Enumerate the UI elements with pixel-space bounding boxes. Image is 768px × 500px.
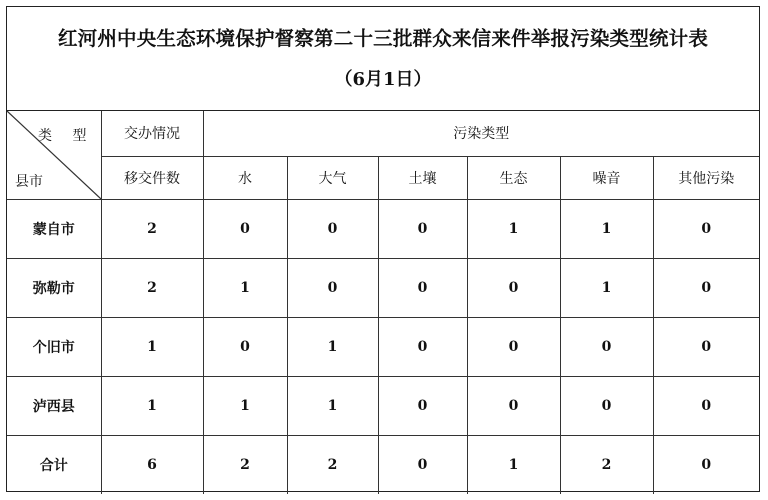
value-cell: 0 bbox=[287, 258, 378, 317]
header-other: 其他污染 bbox=[653, 156, 759, 199]
title-block bbox=[7, 7, 759, 111]
document-title: 红河州中央生态环境保护督察第二十三批群众来信来件举报污染类型统计表 bbox=[57, 27, 709, 50]
value-cell: 0 bbox=[653, 376, 759, 435]
value-cell: 0 bbox=[203, 199, 287, 258]
value-cell: 0 bbox=[653, 258, 759, 317]
document-date: （6月1日） bbox=[334, 69, 432, 90]
county-cell: 弥勒市 bbox=[7, 258, 101, 317]
corner-county-label: 县市 bbox=[15, 173, 43, 190]
handover-cell: 1 bbox=[101, 317, 203, 376]
table-row bbox=[7, 376, 759, 435]
statistics-sheet bbox=[6, 6, 760, 492]
value-cell: 0 bbox=[378, 376, 467, 435]
value-cell: 0 bbox=[378, 317, 467, 376]
value-cell: 0 bbox=[378, 199, 467, 258]
pollution-statistics-table bbox=[7, 111, 759, 494]
total-label-cell: 合计 bbox=[7, 435, 101, 494]
value-cell: 0 bbox=[203, 317, 287, 376]
handover-cell: 2 bbox=[101, 258, 203, 317]
value-cell: 0 bbox=[653, 317, 759, 376]
county-cell: 个旧市 bbox=[7, 317, 101, 376]
total-row bbox=[7, 435, 759, 494]
header-noise: 噪音 bbox=[560, 156, 653, 199]
header-water: 水 bbox=[203, 156, 287, 199]
handover-cell: 2 bbox=[101, 199, 203, 258]
header-row-2 bbox=[7, 156, 759, 199]
value-cell: 0 bbox=[467, 376, 560, 435]
handover-cell: 1 bbox=[101, 376, 203, 435]
value-cell: 0 bbox=[560, 317, 653, 376]
pollution-group-header: 污染类型 bbox=[203, 111, 759, 156]
value-cell: 0 bbox=[467, 258, 560, 317]
value-cell: 2 bbox=[560, 435, 653, 494]
value-cell: 1 bbox=[203, 258, 287, 317]
value-cell: 1 bbox=[287, 376, 378, 435]
value-cell: 0 bbox=[467, 317, 560, 376]
header-row-1 bbox=[7, 111, 759, 156]
value-cell: 1 bbox=[287, 317, 378, 376]
table-row bbox=[7, 317, 759, 376]
header-ecology: 生态 bbox=[467, 156, 560, 199]
value-cell: 0 bbox=[287, 199, 378, 258]
corner-header-cell bbox=[7, 111, 101, 199]
corner-type-label: 类 型 bbox=[38, 128, 95, 144]
county-cell: 泸西县 bbox=[7, 376, 101, 435]
county-cell: 蒙自市 bbox=[7, 199, 101, 258]
value-cell: 1 bbox=[560, 199, 653, 258]
value-cell: 1 bbox=[203, 376, 287, 435]
value-cell: 0 bbox=[378, 258, 467, 317]
handover-group-header: 交办情况 bbox=[101, 111, 203, 156]
value-cell: 1 bbox=[467, 199, 560, 258]
value-cell: 0 bbox=[653, 435, 759, 494]
value-cell: 1 bbox=[467, 435, 560, 494]
value-cell: 2 bbox=[203, 435, 287, 494]
table-row bbox=[7, 258, 759, 317]
value-cell: 1 bbox=[560, 258, 653, 317]
value-cell: 0 bbox=[378, 435, 467, 494]
handover-count-header: 移交件数 bbox=[101, 156, 203, 199]
value-cell: 0 bbox=[560, 376, 653, 435]
header-soil: 土壤 bbox=[378, 156, 467, 199]
value-cell: 2 bbox=[287, 435, 378, 494]
value-cell: 0 bbox=[653, 199, 759, 258]
table-row bbox=[7, 199, 759, 258]
handover-cell: 6 bbox=[101, 435, 203, 494]
header-air: 大气 bbox=[287, 156, 378, 199]
